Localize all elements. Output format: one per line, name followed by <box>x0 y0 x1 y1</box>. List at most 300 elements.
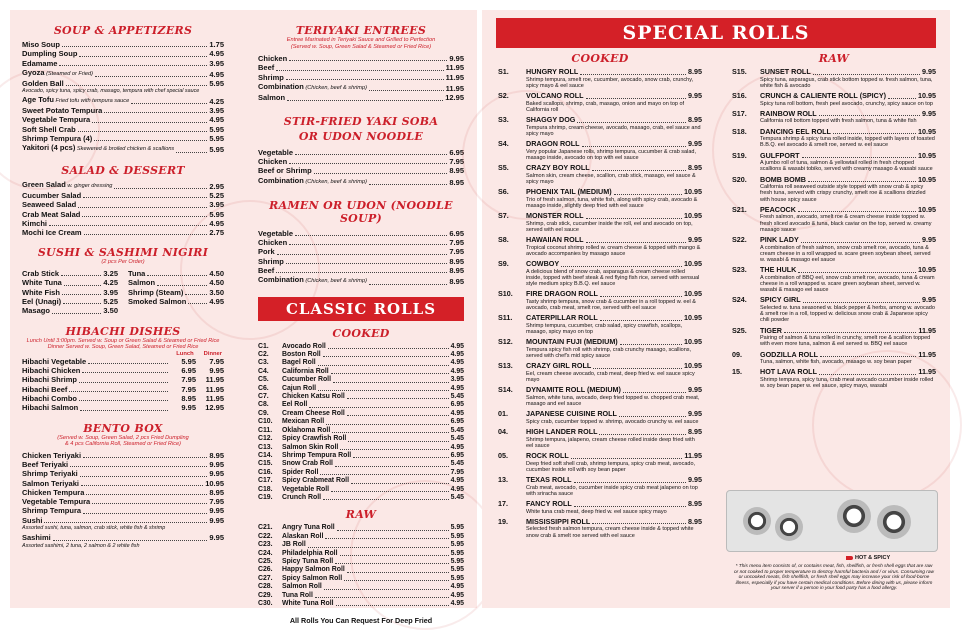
roll-code: C21. <box>258 524 273 532</box>
roll-code: C29. <box>258 591 273 599</box>
roll-name: MISSISSIPPI ROLL <box>526 516 591 526</box>
item-price: 5.95 <box>209 145 224 155</box>
dot-leader <box>340 555 449 556</box>
item-price: 5.95 <box>209 124 224 134</box>
dinner-price: 9.95 <box>209 366 224 376</box>
roll-name: Alaskan Roll <box>282 532 324 540</box>
roll-name: JB Roll <box>282 541 306 549</box>
roll-description: Fresh salmon, avocado, smelt roe & cream cheese inside topped w. fresh sliced avocado & tuna, black caviar on the top, served w. creamy masago sauce <box>760 214 932 233</box>
item-name: Salmon <box>258 93 286 103</box>
roll-item <box>258 558 464 566</box>
special-roll-item <box>732 368 936 389</box>
roll-price: 5.45 <box>450 426 464 434</box>
item-price: 7.95 <box>449 156 464 166</box>
menu-item <box>22 143 224 154</box>
item-price: 3.95 <box>209 58 224 68</box>
item-name: Hibachi Chicken <box>22 366 81 376</box>
item-name: Combination (Chicken, beef & shrimp) <box>258 82 367 92</box>
deep-fried-note: All Rolls You Can Request For Deep Fried <box>289 616 433 626</box>
menu-item <box>258 176 464 187</box>
dot-leader <box>95 76 207 77</box>
section-title: SALAD & DESSERT <box>61 163 185 177</box>
roll-header <box>498 338 702 347</box>
section-title: STIR-FRIED YAKI SOBA <box>283 114 439 128</box>
special-roll-item <box>498 236 702 257</box>
dot-leader <box>79 400 168 401</box>
roll-price: 10.95 <box>684 337 702 347</box>
roll-code: S22. <box>732 235 747 244</box>
roll-header <box>498 260 702 269</box>
roll-description: Shrimp tempura, cucumber, crab salad, spicy crawfish, scallops, masago, spicy mayo on top <box>526 322 683 335</box>
roll-header <box>732 266 936 275</box>
roll-price: 10.95 <box>918 91 936 100</box>
roll-name: TEXAS ROLL <box>526 475 572 484</box>
special-roll-item <box>498 188 702 209</box>
menu-item <box>22 297 118 306</box>
roll-description: Pairing of salmon & tuna rolled in crunchy, smelt roe & scallion topped with even more tuna, salmon & eel served w. BBQ eel sauce <box>760 335 931 348</box>
roll-price: 5.45 <box>450 493 464 501</box>
roll-header <box>498 116 702 125</box>
roll-code: C16. <box>258 468 273 476</box>
dot-leader <box>276 272 447 273</box>
roll-name: Avocado Roll <box>282 342 326 350</box>
roll-name: PEACOCK <box>760 204 796 214</box>
dot-leader <box>82 216 207 217</box>
section-title: SUSHI & SASHIMI NIGIRI <box>37 246 209 260</box>
item-name: Beef <box>258 63 275 73</box>
roll-item <box>258 401 464 409</box>
item-price: 4.25 <box>209 96 224 106</box>
special-raw-list <box>732 68 936 389</box>
item-name: Golden Ball <box>22 79 64 89</box>
roll-code: S6. <box>498 187 509 196</box>
roll-code: S8. <box>498 235 509 244</box>
dot-leader <box>600 320 682 321</box>
item-price: 9.95 <box>449 54 464 64</box>
item-name: Vegetable Tempura <box>22 497 91 507</box>
roll-name: PHOENIX TAIL (MEDIUM) <box>526 187 612 196</box>
menu-item <box>22 95 224 106</box>
salad-list <box>22 180 224 238</box>
soup-list <box>22 40 224 155</box>
sushi-photo <box>726 490 938 552</box>
special-roll-item <box>732 176 936 203</box>
item-name: Masago <box>22 306 50 316</box>
dot-leader <box>813 74 920 75</box>
roll-code: S16. <box>732 91 747 100</box>
dot-leader <box>62 294 101 295</box>
dot-leader <box>801 242 920 243</box>
roll-description: Shrimp tempura, jalapeno, cream cheese rolled inside deep fried with eel sauce <box>526 436 695 449</box>
menu-item <box>258 148 464 157</box>
menu-item <box>22 306 118 315</box>
roll-price: 5.45 <box>450 460 464 468</box>
roll-name: HAWAIIAN ROLL <box>526 235 584 244</box>
roll-price: 6.95 <box>450 451 464 459</box>
menu-page-left <box>10 10 477 626</box>
dot-leader <box>147 275 207 276</box>
dot-leader <box>69 391 168 392</box>
menu-item <box>22 180 224 191</box>
roll-header <box>498 188 702 197</box>
bento-sashimi-note: Assorted sashimi, 2 tuna, 2 salmon & 2 white fish <box>22 542 140 549</box>
menu-item <box>22 357 224 366</box>
roll-item <box>258 359 464 367</box>
roll-name: Boston Roll <box>282 351 321 359</box>
item-price: 7.95 <box>209 497 224 507</box>
menu-item <box>22 469 224 478</box>
roll-price: 9.95 <box>688 91 702 100</box>
menu-item <box>258 266 464 275</box>
roll-description: White tuna crab meat, deep fried w. eel sauce spicy mayo <box>526 508 667 515</box>
menu-item <box>128 297 224 306</box>
dot-leader <box>784 332 916 333</box>
dot-leader <box>344 580 448 581</box>
roll-price: 9.95 <box>688 409 702 419</box>
item-price: 8.95 <box>449 277 464 287</box>
roll-code: C4. <box>258 367 269 375</box>
item-name: Shrimp (Steam) <box>128 287 184 297</box>
roll-price: 10.95 <box>684 361 702 371</box>
dot-leader <box>82 372 168 373</box>
roll-price: 10.95 <box>684 313 702 323</box>
section-subtitle: (Served w. Soup, Green Salad, 2 pcs Fried Dumpling <box>57 434 189 441</box>
roll-item <box>258 600 464 608</box>
special-roll-item <box>732 128 936 149</box>
menu-item <box>22 385 224 394</box>
menu-item <box>258 247 464 256</box>
dot-leader <box>80 410 168 411</box>
roll-code: S7. <box>498 211 509 220</box>
dot-leader <box>188 303 207 304</box>
roll-name: JAPANESE CUISINE ROLL <box>526 409 617 419</box>
roll-item <box>258 427 464 435</box>
item-name: Hibachi Salmon <box>22 403 79 413</box>
roll-header <box>498 362 702 371</box>
item-price: 3.25 <box>103 269 118 279</box>
roll-header <box>732 327 936 336</box>
roll-name: VOLCANO ROLL <box>526 91 584 100</box>
menu-item <box>128 288 224 297</box>
roll-code: 15. <box>732 367 742 377</box>
special-roll-item <box>498 410 702 425</box>
menu-item <box>22 269 118 278</box>
dinner-price: 7.95 <box>209 356 224 366</box>
dot-leader <box>287 100 443 101</box>
roll-code: S9. <box>498 259 509 268</box>
roll-name: CRAZY BOY ROLL <box>526 163 590 172</box>
roll-price: 8.95 <box>688 516 702 526</box>
dot-leader <box>83 513 207 514</box>
menu-item <box>22 375 224 384</box>
roll-name: Mexican Roll <box>282 418 325 426</box>
roll-price: 5.95 <box>450 524 464 532</box>
roll-code: S11. <box>498 313 513 323</box>
dot-leader <box>620 344 682 345</box>
hot-spicy-legend: HOT & SPICY <box>846 555 890 561</box>
dot-leader <box>335 563 448 564</box>
item-name: Eel (Unagi) <box>22 296 62 306</box>
roll-price: 9.95 <box>922 67 936 76</box>
dot-leader <box>592 170 686 171</box>
roll-price: 5.95 <box>450 574 464 582</box>
item-name: Vegetable Tempura <box>22 115 91 125</box>
roll-item <box>258 541 464 549</box>
roll-header <box>498 428 702 437</box>
item-name: Miso Soup <box>22 40 60 49</box>
roll-name: Spicy Crawfish Roll <box>282 435 347 443</box>
menu-page-right <box>482 10 950 608</box>
roll-price: 4.95 <box>450 351 464 359</box>
roll-name: CRUNCH & CALIENTE ROLL (SPICY) <box>760 91 887 100</box>
menu-item <box>22 451 224 460</box>
roll-name: GODZILLA ROLL <box>760 349 819 359</box>
roll-name: MONSTER ROLL <box>526 211 584 220</box>
roll-code: 19. <box>498 516 508 526</box>
menu-item <box>22 106 224 115</box>
dot-leader <box>289 244 447 245</box>
item-name: White Fish <box>22 287 60 297</box>
roll-item <box>258 444 464 452</box>
roll-item <box>258 460 464 468</box>
column-special-raw <box>732 52 936 392</box>
item-name: Shrimp Tempura (4) <box>22 134 93 144</box>
roll-header <box>732 206 936 215</box>
roll-item <box>258 524 464 532</box>
roll-name: SPICY GIRL <box>760 295 801 305</box>
roll-description: Very popular Japanese rolls, shrimp tempura, cucumber & crab salad, masago inside, avocado on top with eel sauce <box>526 148 696 161</box>
roll-header <box>732 236 936 245</box>
item-name: Seaweed Salad <box>22 200 77 210</box>
roll-header <box>498 452 702 461</box>
dot-leader <box>798 211 916 212</box>
roll-description: Tempura spicy fish roll with shrimp, crab crunchy masago, scallions, served with chef's mid spicy sauce <box>526 346 692 359</box>
roll-item <box>258 486 464 494</box>
roll-description: Salmon skin, cream cheese, scallion, crab stick, masago, eel sauce & spicy mayo <box>526 172 696 185</box>
dot-leader <box>86 494 207 495</box>
dot-leader <box>84 234 208 235</box>
roll-name: Shrimp Tempura Roll <box>282 451 352 459</box>
roll-name: SUNSET ROLL <box>760 67 811 76</box>
lunch-price: 7.95 <box>181 375 196 385</box>
menu-item <box>258 157 464 166</box>
roll-price: 3.95 <box>450 376 464 384</box>
roll-price: 8.95 <box>688 499 702 508</box>
roll-code: C25. <box>258 557 273 565</box>
dot-leader <box>819 374 916 375</box>
dot-leader <box>340 449 448 450</box>
item-price: 2.95 <box>209 181 224 191</box>
special-roll-item <box>498 518 702 539</box>
roll-item <box>258 435 464 443</box>
section-title: RAW <box>818 52 850 65</box>
item-price: 9.95 <box>209 506 224 516</box>
roll-code: C9. <box>258 409 269 417</box>
roll-code: S13. <box>498 361 513 371</box>
roll-price: 4.95 <box>450 342 464 350</box>
special-roll-item <box>732 68 936 89</box>
roll-code: C12. <box>258 435 273 443</box>
dot-leader <box>325 538 448 539</box>
dot-leader <box>324 589 449 590</box>
item-note: (Chicken, beef & shrimp) <box>303 85 367 92</box>
roll-code: S1. <box>498 67 509 76</box>
special-cooked-list <box>498 68 702 539</box>
roll-header <box>498 140 702 149</box>
menu-item <box>22 134 224 143</box>
roll-code: S5. <box>498 163 509 172</box>
roll-item <box>258 385 464 393</box>
roll-header <box>498 386 702 395</box>
item-name: Mochi Ice Cream <box>22 228 82 238</box>
menu-item <box>258 63 464 72</box>
roll-description: A combination of fresh salmon, snow crab smelt roe, avocado, tuna & cream cheese in a roll wrapped w. scare green soybean sheet, served w. wasabi & masago eel sauce <box>760 244 931 263</box>
dot-leader <box>614 194 682 195</box>
menu-item <box>22 210 224 219</box>
roll-name: Oklahoma Roll <box>282 426 331 434</box>
roll-code: S19. <box>732 150 747 160</box>
roll-item <box>258 566 464 574</box>
dot-leader <box>348 441 448 442</box>
dot-leader <box>586 242 687 243</box>
dot-leader <box>798 272 916 273</box>
teriyaki-list <box>258 54 464 102</box>
special-roll-item <box>498 212 702 233</box>
dot-leader <box>888 98 916 99</box>
item-name: Shrimp Tempura <box>22 506 82 516</box>
roll-header <box>732 176 936 185</box>
dot-leader <box>336 605 449 606</box>
dot-leader <box>347 415 449 416</box>
item-name: Salmon Teriyaki <box>22 478 79 488</box>
item-name: Chicken <box>258 238 288 248</box>
special-roll-item <box>498 290 702 311</box>
lunch-price: 7.95 <box>181 384 196 394</box>
dot-leader <box>623 392 686 393</box>
roll-code: C24. <box>258 549 273 557</box>
item-name: Vegetable <box>258 228 294 238</box>
roll-name: CATERPILLAR ROLL <box>526 313 598 323</box>
special-roll-item <box>498 260 702 287</box>
item-price: 4.95 <box>209 69 224 79</box>
roll-price: 9.95 <box>922 295 936 305</box>
item-price: 3.95 <box>209 200 224 210</box>
item-name: Beef Teriyaki <box>22 459 69 469</box>
special-roll-item <box>498 92 702 113</box>
roll-name: CRAZY GIRL ROLL <box>526 361 592 371</box>
item-price: 8.95 <box>449 266 464 276</box>
lunch-price: 5.95 <box>181 356 196 366</box>
dot-leader <box>92 503 207 504</box>
dot-leader <box>337 530 449 531</box>
special-rolls-banner: SPECIAL ROLLS <box>496 18 936 48</box>
item-price: 4.25 <box>103 278 118 288</box>
item-price: 4.95 <box>209 115 224 125</box>
roll-name: Chicken Katsu Roll <box>282 393 345 401</box>
roll-code: S23. <box>732 265 747 275</box>
roll-name: FIRE DRAGON ROLL <box>526 289 598 299</box>
roll-description: Spicy crab, cucumber topped w. shrimp, avocado crunchy w. eel sauce <box>526 418 699 425</box>
roll-price: 4.95 <box>450 600 464 608</box>
roll-code: S17. <box>732 108 747 118</box>
item-price: 4.50 <box>209 278 224 288</box>
menu-item <box>22 40 224 49</box>
roll-header <box>498 500 702 509</box>
roll-code: S3. <box>498 115 509 124</box>
roll-description: Trio of fresh salmon, tuna, white fish, along with spicy crab, avocado & masago inside, slightly deep fried with eel sauce <box>526 196 698 209</box>
roll-item <box>258 550 464 558</box>
roll-item <box>258 494 464 502</box>
item-name: Combination (Chicken, beef & shrimp) <box>258 175 367 185</box>
roll-item <box>258 533 464 541</box>
roll-header <box>498 410 702 419</box>
roll-name: TIGER <box>760 325 782 335</box>
menu-item <box>22 366 224 375</box>
dot-leader <box>92 122 207 123</box>
item-name: Tuna <box>128 269 146 279</box>
special-roll-item <box>732 206 936 233</box>
roll-name: California Roll <box>282 367 329 375</box>
item-name: Hibachi Vegetable <box>22 356 87 366</box>
roll-price: 4.95 <box>450 583 464 591</box>
nigiri-list <box>22 269 224 315</box>
lunch-price: 8.95 <box>181 393 196 403</box>
item-price: 5.95 <box>209 79 224 89</box>
section-title: OR UDON NOODLE <box>298 129 424 143</box>
roll-description: Spicy tuna roll bottom, fresh peel avocado, crunchy, spicy sauce on top <box>760 100 933 107</box>
dot-leader <box>78 131 208 132</box>
special-roll-item <box>498 500 702 515</box>
roll-price: 10.95 <box>684 187 702 196</box>
dot-leader <box>49 225 207 226</box>
item-price: 12.95 <box>445 93 464 103</box>
roll-code: 17. <box>498 499 508 508</box>
roll-header <box>498 212 702 221</box>
item-price: 5.95 <box>209 134 224 144</box>
item-price: 5.25 <box>209 190 224 200</box>
item-name: White Tuna <box>22 278 62 288</box>
roll-header <box>498 476 702 485</box>
dot-leader <box>114 188 207 189</box>
special-roll-item <box>732 296 936 323</box>
column-special-cooked <box>498 52 702 542</box>
dot-leader <box>295 235 447 236</box>
roll-name: Angry Tuna Roll <box>282 524 335 532</box>
roll-code: C1. <box>258 342 269 350</box>
dot-leader <box>314 173 448 174</box>
dot-leader <box>80 476 208 477</box>
roll-description: Tuna, salmon, white fish, avocado, masago w. soy bean paper <box>760 359 912 366</box>
roll-code: C26. <box>258 566 273 574</box>
dot-leader <box>833 133 916 134</box>
item-price: 3.50 <box>103 306 118 316</box>
menu-item <box>258 275 464 286</box>
roll-price: 9.95 <box>922 235 936 244</box>
roll-item <box>258 592 464 600</box>
item-name: Chicken Tempura <box>22 487 85 497</box>
roll-name: HOT LAVA ROLL <box>760 367 817 377</box>
roll-price: 4.95 <box>450 359 464 367</box>
item-name: Crab Stick <box>22 269 60 279</box>
bento-sushi-note: Assorted sushi, tuna, salmon, crab stick, white fish & shrimp <box>22 525 166 532</box>
roll-price: 7.95 <box>450 468 464 476</box>
menu-item <box>22 460 224 469</box>
dot-leader <box>561 266 682 267</box>
roll-price: 5.95 <box>450 557 464 565</box>
roll-name: Spicy Crabmeat Roll <box>282 477 350 485</box>
roll-item <box>258 343 464 351</box>
roll-item <box>258 376 464 384</box>
